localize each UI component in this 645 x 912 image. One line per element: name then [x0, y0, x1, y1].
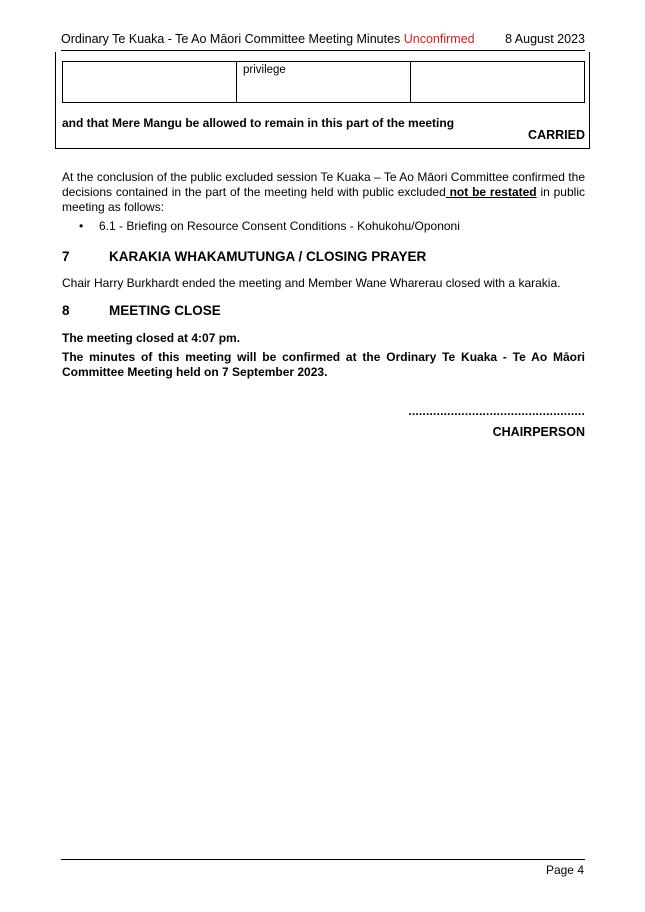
section-heading-7	[62, 249, 426, 264]
document-title	[61, 31, 475, 47]
conclusion-text: At the conclusion of the public excluded session Te Kuaka – Te Ao Māori Committee confirmed the decisions contained in the part of the meeting held with public excluded	[62, 170, 585, 199]
section-title: MEETING CLOSE	[109, 303, 221, 318]
meeting-date: 8 August 2023	[505, 32, 585, 46]
list-item-text: 6.1 - Briefing on Resource Consent Conditions - Kohukohu/Opononi	[99, 219, 460, 233]
section-number: 8	[62, 303, 70, 318]
section-heading-8	[62, 303, 221, 318]
table-cell-2: privilege	[237, 62, 411, 102]
confirmation-text: The minutes of this meeting will be confirmed at the Ordinary Te Kuaka - Te Ao Māori Committee Meeting held on 7 September 2023.	[62, 350, 585, 379]
section-title: KARAKIA WHAKAMUTUNGA / CLOSING PRAYER	[109, 249, 427, 264]
list-item	[79, 219, 460, 233]
bullet-icon: •	[79, 219, 84, 233]
conclusion-paragraph	[62, 170, 585, 215]
excluded-items-table	[62, 61, 585, 103]
footer-divider	[61, 859, 585, 860]
conclusion-text-end: in public meeting as follows:	[62, 185, 585, 214]
page-header	[61, 31, 585, 49]
motion-result: CARRIED	[528, 128, 585, 142]
signature-line: ..................................................	[408, 404, 585, 418]
karakia-paragraph: Chair Harry Burkhardt ended the meeting and Member Wane Wharerau closed with a karakia.	[62, 276, 561, 290]
section-number: 7	[62, 249, 70, 264]
meeting-closed-text: The meeting closed at 4:07 pm.	[62, 331, 241, 345]
table-cell-1	[63, 62, 237, 102]
signature-label: CHAIRPERSON	[492, 425, 585, 439]
status-label: Unconfirmed	[403, 32, 475, 46]
page-number: Page 4	[545, 863, 584, 877]
conclusion-emphasis: not be restated	[445, 185, 537, 199]
motion-text: and that Mere Mangu be allowed to remain in this part of the meeting	[62, 116, 455, 130]
table-cell-3	[411, 62, 584, 102]
document-title-text: Ordinary Te Kuaka - Te Ao Māori Committee Meeting Minutes	[61, 32, 404, 46]
header-divider	[61, 50, 585, 51]
